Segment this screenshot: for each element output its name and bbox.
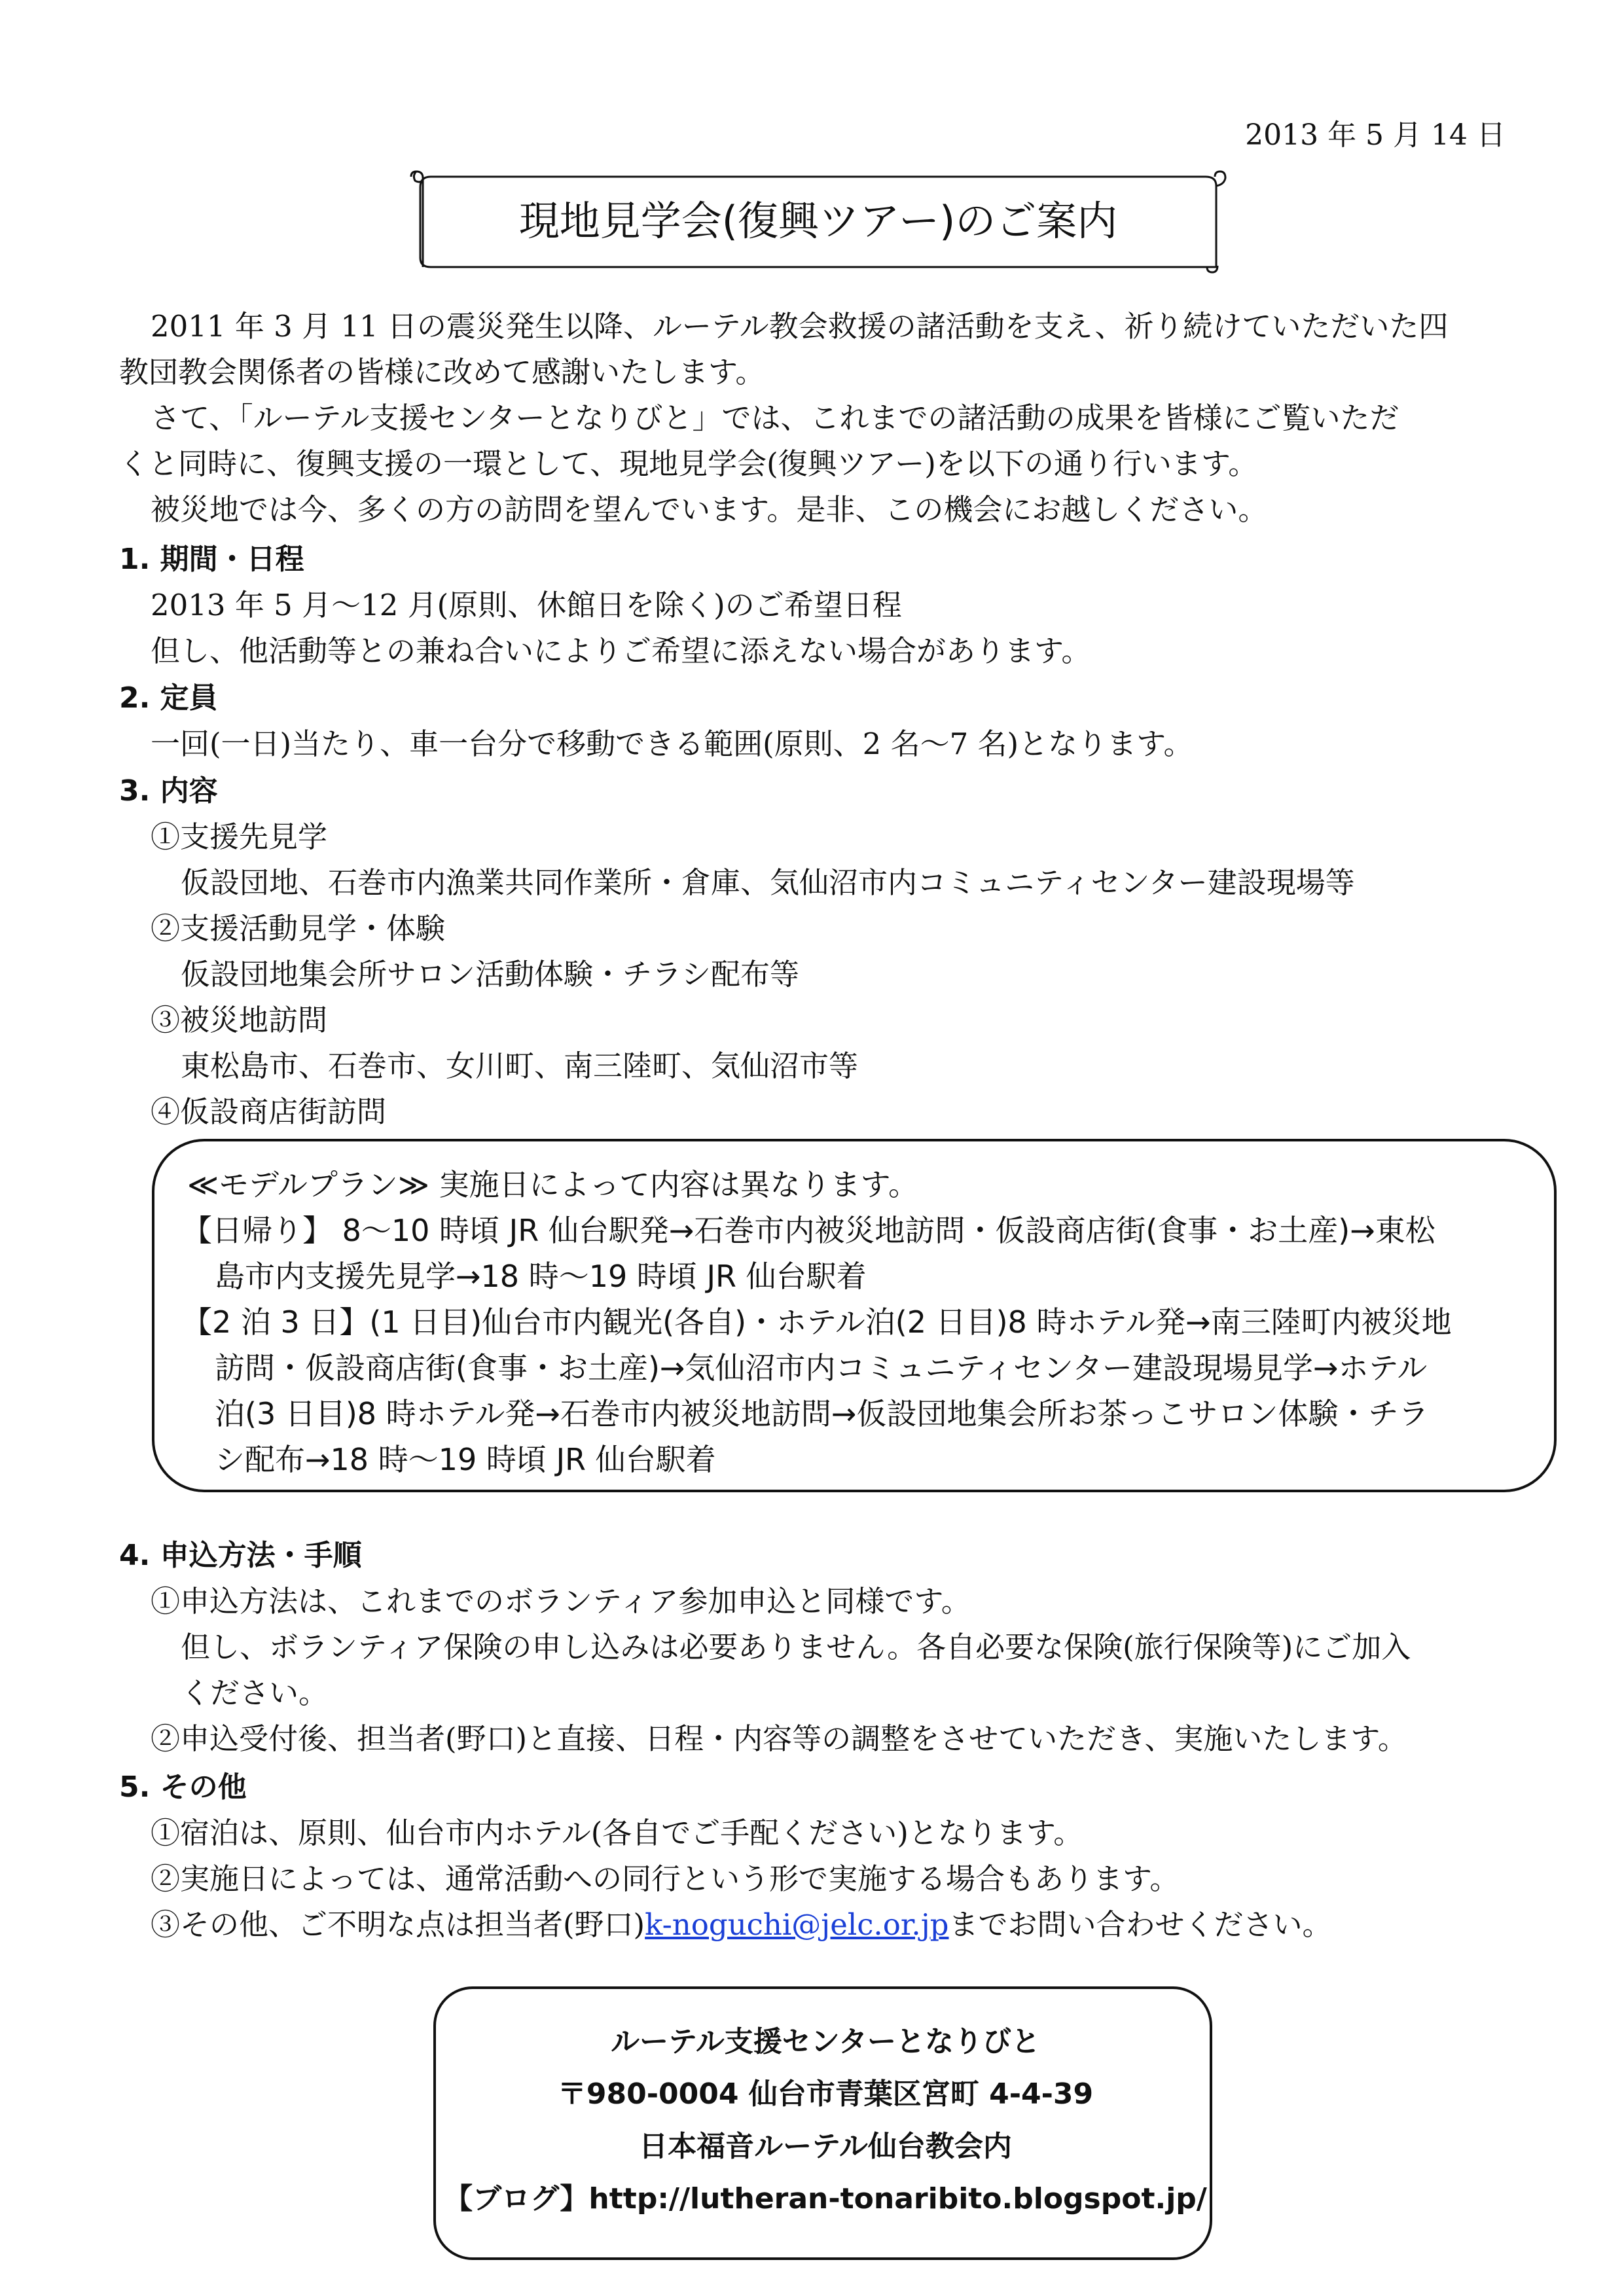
email-link[interactable]: k-noguchi@jelc.or.jp bbox=[645, 1907, 949, 1942]
intro-line: くと同時に、復興支援の一環として、現地見学会(復興ツアー)を以下の通り行います。 bbox=[119, 446, 1258, 481]
intro-line: さて、「ルーテル支援センターとなりびと」では、これまでの諸活動の成果を皆様にご覧いただ bbox=[151, 401, 1399, 435]
model-plan-line: 訪問・仮設商店街(食事・お土産)→気仙沼市内コミュニティセンター建設現場見学→ホテル bbox=[215, 1350, 1428, 1386]
content-item: ③被災地訪問 bbox=[151, 1003, 328, 1037]
page-title: 現地見学会(復興ツアー)のご案内 bbox=[518, 197, 1118, 245]
other-line-contact bbox=[151, 1901, 1331, 1943]
model-plan-heading: ≪モデルプラン≫ 実施日によって内容は異なります。 bbox=[187, 1167, 918, 1202]
model-plan-line: シ配布→18 時～19 時頃 JR 仙台駅着 bbox=[215, 1442, 716, 1477]
application-line: ②申込受付後、担当者(野口)と直接、日程・内容等の調整をさせていただき、実施いたします。 bbox=[151, 1721, 1407, 1756]
content-detail: 仮設団地、石巻市内漁業共同作業所・倉庫、気仙沼市内コミュニティセンター建設現場等 bbox=[181, 865, 1355, 900]
content-item: ①支援先見学 bbox=[151, 819, 328, 854]
other-line: ①宿泊は、原則、仙台市内ホテル(各自でご手配ください)となります。 bbox=[151, 1816, 1083, 1850]
section-heading-application: 4. 申込方法・手順 bbox=[119, 1539, 362, 1572]
application-line: 但し、ボランティア保険の申し込みは必要ありません。各自必要な保険(旅行保険等)にご加入 bbox=[181, 1630, 1411, 1664]
application-line: ください。 bbox=[181, 1676, 329, 1710]
org-name: ルーテル支援センターとなりびと bbox=[610, 2025, 1041, 2058]
model-plan-line: 【日帰り】 8～10 時頃 JR 仙台駅発→石巻市内被災地訪問・仮設商店街(食事・お土産)→東松 bbox=[182, 1213, 1435, 1248]
content-detail: 仮設団地集会所サロン活動体験・チラシ配布等 bbox=[181, 957, 800, 992]
model-plan-line: 【2 泊 3 日】(1 日目)仙台市内観光(各自)・ホテル泊(2 日目)8 時ホテル発→南三陸町内被災地 bbox=[182, 1304, 1452, 1340]
capacity-line: 一回(一日)当たり、車一台分で移動できる範囲(原則、2 名～7 名)となります。 bbox=[151, 726, 1193, 761]
application-line: ①申込方法は、これまでのボランティア参加申込と同様です。 bbox=[151, 1584, 971, 1619]
content-item: ②支援活動見学・体験 bbox=[151, 911, 446, 946]
section-heading-capacity: 2. 定員 bbox=[119, 681, 218, 715]
model-plan-line: 島市内支援先見学→18 時～19 時頃 JR 仙台駅着 bbox=[215, 1259, 867, 1294]
blog-link[interactable]: 【ブログ】http://lutheran-tonaribito.blogspot.jp/ bbox=[444, 2182, 1207, 2215]
section-heading-other: 5. その他 bbox=[119, 1770, 247, 1804]
model-plan-box bbox=[152, 1139, 1557, 1492]
section-heading-schedule: 1. 期間・日程 bbox=[119, 543, 304, 576]
content-item: ④仮設商店街訪問 bbox=[151, 1094, 387, 1129]
title-scroll bbox=[406, 169, 1231, 267]
model-plan-line: 泊(3 日目)8 時ホテル発→石巻市内被災地訪問→仮設団地集会所お茶っこサロン体験・チラ bbox=[215, 1396, 1429, 1431]
other-line-prefix: ③その他、ご不明な点は担当者(野口) bbox=[151, 1907, 645, 1942]
schedule-line: 但し、他活動等との兼ね合いによりご希望に添えない場合があります。 bbox=[151, 634, 1091, 668]
schedule-line: 2013 年 5 月～12 月(原則、休館日を除く)のご希望日程 bbox=[151, 588, 902, 622]
intro-line: 2011 年 3 月 11 日の震災発生以降、ルーテル教会救援の諸活動を支え、祈り続けていただいた四 bbox=[151, 309, 1449, 344]
section-heading-content: 3. 内容 bbox=[119, 774, 218, 808]
intro-line: 被災地では今、多くの方の訪問を望んでいます。是非、この機会にお越しください。 bbox=[151, 492, 1268, 527]
org-address: 〒980-0004 仙台市青葉区宮町 4-4-39 bbox=[557, 2077, 1094, 2111]
contact-box bbox=[433, 1986, 1212, 2260]
org-location: 日本福音ルーテル仙台教会内 bbox=[639, 2130, 1012, 2163]
other-line: ②実施日によっては、通常活動への同行という形で実施する場合もあります。 bbox=[151, 1861, 1180, 1896]
intro-line: 教団教会関係者の皆様に改めて感謝いたします。 bbox=[119, 355, 765, 389]
content-detail: 東松島市、石巻市、女川町、南三陸町、気仙沼市等 bbox=[181, 1049, 859, 1083]
other-line-suffix: までお問い合わせください。 bbox=[948, 1907, 1332, 1942]
document-date: 2013 年 5 月 14 日 bbox=[1245, 118, 1506, 152]
